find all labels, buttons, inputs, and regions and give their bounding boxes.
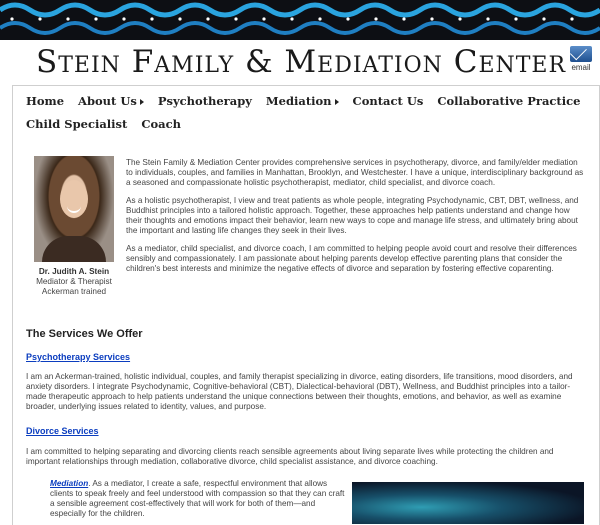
profile-name: Dr. Judith A. Stein bbox=[38, 267, 110, 276]
nav-coach-label: Coach bbox=[141, 117, 181, 131]
submenu-arrow-icon bbox=[140, 99, 144, 105]
psychotherapy-services-link[interactable]: Psychotherapy Services bbox=[26, 352, 131, 362]
profile-role: Mediator & Therapist bbox=[36, 277, 112, 286]
email-button[interactable] bbox=[568, 46, 594, 76]
nav-collaborative-practice[interactable] bbox=[437, 94, 580, 108]
intro-text bbox=[126, 158, 586, 282]
intro-paragraph-2: As a holistic psychotherapist, I view and treat patients as whole people, integrating Psychodynamic, CBT, DBT, wellness, and Buddhist principles into a tailored holistic approach. Together, these approaches help patients understand and change how their thoughts and emotions impact their behavior, learn new ways to cope and manage life stress, and ultimately bring about the important and lasting life changes they seek in their lives. bbox=[126, 196, 579, 235]
nav-contact-us-label: Contact Us bbox=[352, 94, 424, 108]
mediation-paragraph bbox=[50, 479, 350, 519]
nav-contact-us[interactable] bbox=[353, 94, 424, 108]
nav-row-2 bbox=[26, 113, 586, 135]
nav-about-us-label: About Us bbox=[78, 94, 137, 108]
psychotherapy-services-text: I am an Ackerman-trained, holistic individual, couples, and family therapist specializing in divorce, eating disorders, life transitions, mood disorders, and anxiety disorders. I integrate Psychodynamic, Cognitive-behavioral (CBT), Dialectical-behavioral (DBT), Wellness, and Buddhist principles into a tailor-made therapeutic approach to help patients understand the unique connections between their thoughts, emotions, and behavior, as well as examine broader, underlying issues related to identity, values, and purpose. bbox=[26, 372, 573, 411]
mediation-text: . As a mediator, I create a safe, respectful environment that allows clients to speak freely and feel understood with compassion so that they can craft a sensible agreement cost-effectively that will work for both of them—and especially for the children. bbox=[50, 479, 345, 518]
nav-home[interactable] bbox=[26, 94, 64, 108]
nav-collaborative-practice-label: Collaborative Practice bbox=[437, 94, 581, 108]
profile-credential: Ackerman trained bbox=[41, 287, 107, 296]
profile-photo bbox=[34, 156, 114, 262]
main-navigation bbox=[26, 90, 586, 135]
photo-shoulders bbox=[42, 236, 106, 262]
mediation-image bbox=[352, 482, 584, 524]
intro-paragraph-3: As a mediator, child specialist, and divorce coach, I am committed to helping people avoid court and resolve their differences sensibly and compassionately. I am passionate about helping parents develop effective parenting plans that consider the children's best interests and minimize the negative effects of divorce and separation by fostering effective coparenting. bbox=[126, 244, 577, 273]
nav-child-specialist[interactable] bbox=[26, 117, 127, 131]
nav-mediation-label: Mediation bbox=[265, 94, 332, 108]
nav-home-label: Home bbox=[26, 94, 65, 108]
decorative-header-band bbox=[0, 0, 600, 40]
nav-child-specialist-label: Child Specialist bbox=[26, 117, 128, 131]
intro-paragraph-1: The Stein Family & Mediation Center provides comprehensive services in psychotherapy, divorce, and family/elder mediation to individuals, couples, and families in Manhattan, Brooklyn, and Westchester. I have a unique, interdisciplinary background as a seasoned and compassionate holistic psychotherapist, mediator, child specialist, and divorce coach. bbox=[126, 158, 584, 187]
mediation-link[interactable]: Mediation bbox=[50, 479, 89, 488]
site-title: Stein Family & Mediation Center bbox=[36, 44, 567, 80]
profile-caption bbox=[28, 267, 120, 297]
nav-psychotherapy-label: Psychotherapy bbox=[157, 94, 252, 108]
nav-row-1 bbox=[26, 90, 586, 112]
email-label: email bbox=[571, 63, 591, 72]
services-heading: The Services We Offer bbox=[26, 328, 143, 340]
divorce-services-text: I am committed to helping separating and divorcing clients reach sensible agreements about living separate lives while protecting the children and important relationships through mediation, collaborative divorce, child specialist assistance, and divorce coaching. bbox=[26, 447, 554, 466]
nav-coach[interactable] bbox=[141, 117, 181, 131]
divorce-services-link[interactable]: Divorce Services bbox=[26, 426, 99, 436]
nav-about-us[interactable] bbox=[78, 94, 144, 108]
nav-mediation[interactable] bbox=[266, 94, 339, 108]
nav-psychotherapy[interactable] bbox=[158, 94, 252, 108]
submenu-arrow-icon bbox=[335, 99, 339, 105]
envelope-icon bbox=[570, 46, 592, 62]
